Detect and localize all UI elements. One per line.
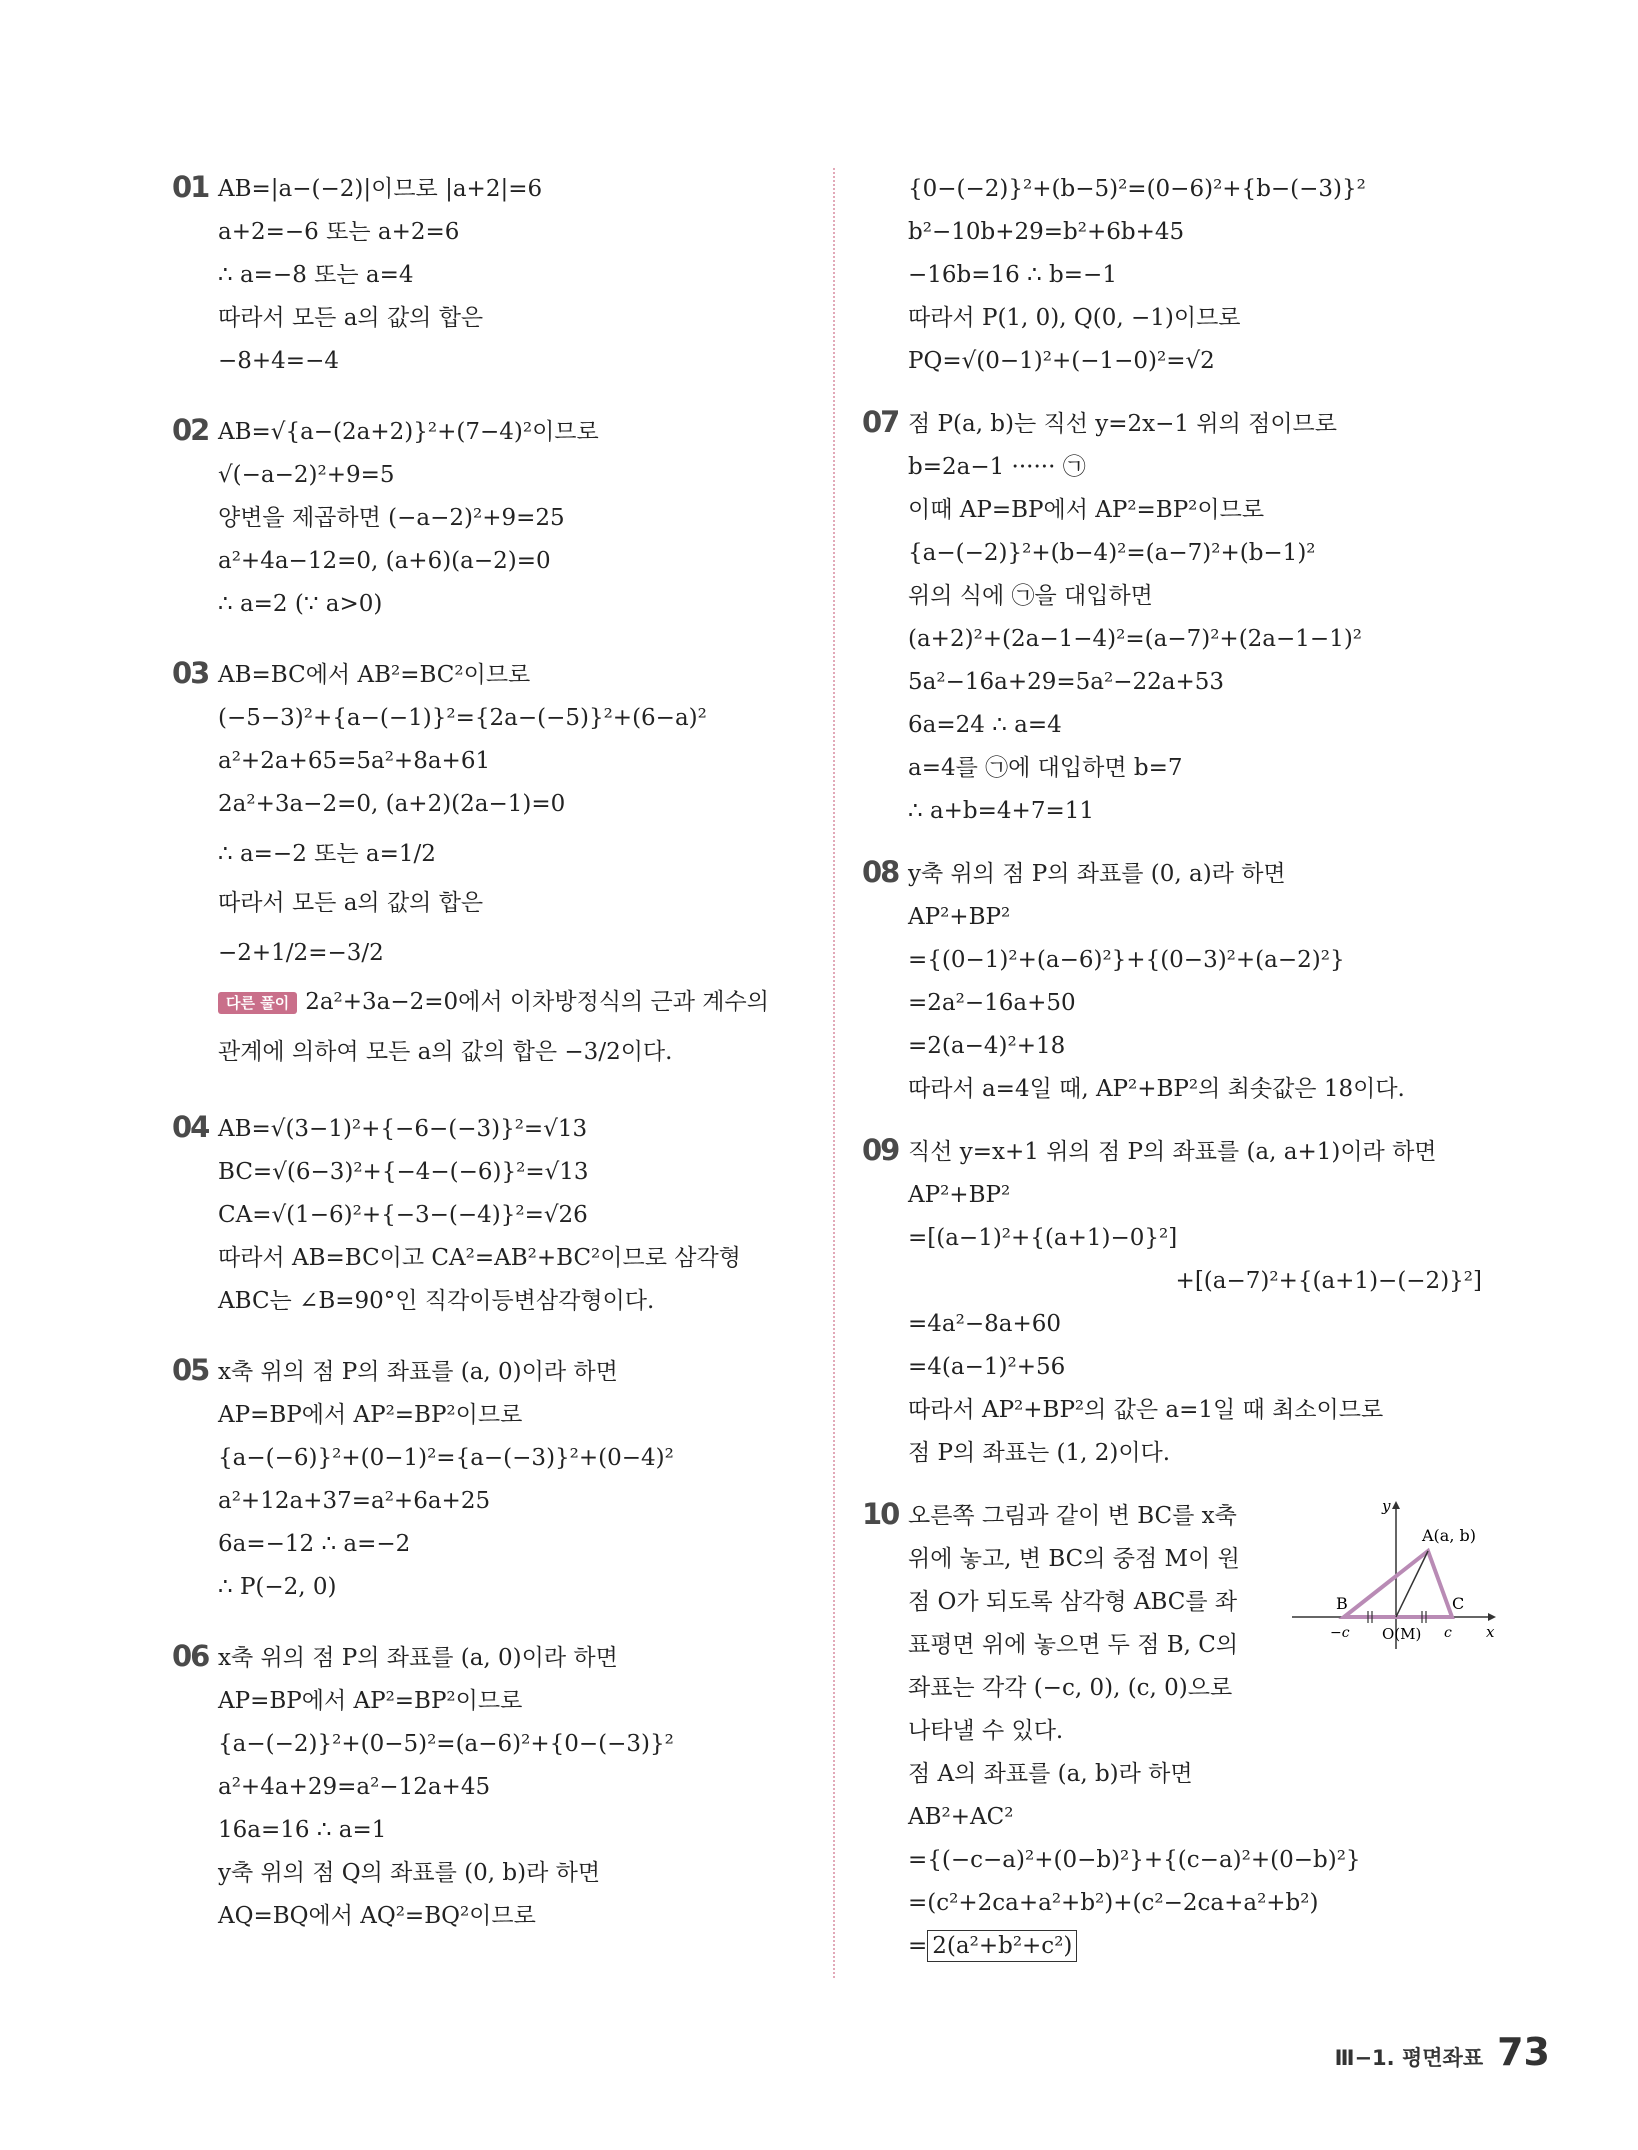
solution-line: a²+12a+37=a²+6a+25	[218, 1488, 491, 1514]
solution-line: ABC는 ∠B=90°인 직각이등변삼각형이다.	[218, 1288, 655, 1314]
solution-line: 2a²+3a−2=0, (a+2)(2a−1)=0	[218, 791, 566, 817]
solution-line: 직선 y=x+1 위의 점 P의 좌표를 (a, a+1)이라 하면	[908, 1139, 1437, 1165]
problem-01	[172, 168, 812, 383]
solution-line: 위의 식에 ㉠을 대입하면	[908, 583, 1153, 609]
problem-09	[862, 1131, 1502, 1475]
solution-line: 따라서 a=4일 때, AP²+BP²의 최솟값은 18이다.	[908, 1076, 1405, 1102]
solution-line: 이때 AP=BP에서 AP²=BP²이므로	[908, 497, 1265, 523]
problem-number: 09	[862, 1133, 899, 1167]
solution-line: ∴ a+b=4+7=11	[908, 798, 1094, 824]
problem-number: 10	[862, 1497, 899, 1531]
solution-line: =4a²−8a+60	[908, 1311, 1061, 1337]
solution-line: 점 P(a, b)는 직선 y=2x−1 위의 점이므로	[908, 411, 1337, 437]
problem-number: 05	[172, 1353, 209, 1387]
triangle-figure	[1292, 1489, 1502, 1659]
problem-06	[172, 1637, 812, 1938]
page-number: 73	[1497, 2030, 1550, 2074]
problem-number: 02	[172, 413, 209, 447]
solution-line: (−5−3)²+{a−(−1)}²={2a−(−5)}²+(6−a)²	[218, 705, 707, 731]
solution-line: ∴ a=−8 또는 a=4	[218, 262, 414, 288]
solution-line: 6a=24 ∴ a=4	[908, 712, 1062, 738]
solution-line: −16b=16 ∴ b=−1	[908, 262, 1117, 288]
alt-solution-line	[218, 981, 812, 1024]
equals-sign: =	[908, 1933, 928, 1959]
solution-line: ={(0−1)²+(a−6)²}+{(0−3)²+(a−2)²}	[908, 947, 1345, 973]
solution-line: ∴ P(−2, 0)	[218, 1574, 337, 1600]
solution-line: ={(−c−a)²+(0−b)²}+{(c−a)²+(0−b)²}	[908, 1847, 1361, 1873]
solution-line: {a−(−6)}²+(0−1)²={a−(−3)}²+(0−4)²	[218, 1445, 674, 1471]
problem-07	[862, 403, 1502, 833]
solution-line: =4(a−1)²+56	[908, 1354, 1066, 1380]
problem-number: 06	[172, 1639, 209, 1673]
alt-solution-line: 관계에 의하여 모든 a의 값의 합은 −3/2이다.	[218, 1039, 673, 1065]
problem-03	[172, 654, 812, 1080]
solution-line: AB²+AC²	[908, 1804, 1014, 1830]
label-c: C	[1452, 1594, 1465, 1613]
solution-line: 점 A의 좌표를 (a, b)라 하면	[908, 1761, 1193, 1787]
label-origin: O(M)	[1382, 1625, 1422, 1643]
solution-line: y축 위의 점 Q의 좌표를 (0, b)라 하면	[218, 1860, 601, 1886]
solution-line: 따라서 P(1, 0), Q(0, −1)이므로	[908, 305, 1241, 331]
solution-line: PQ=√(0−1)²+(−1−0)²=√2	[908, 348, 1215, 374]
solution-line: a+2=−6 또는 a+2=6	[218, 219, 460, 245]
final-answer-line	[908, 1925, 1502, 1968]
right-column	[862, 168, 1502, 1968]
solution-line: a²+4a+29=a²−12a+45	[218, 1774, 491, 1800]
solution-line: =2a²−16a+50	[908, 990, 1076, 1016]
solution-line: a²+2a+65=5a²+8a+61	[218, 748, 491, 774]
problem-number: 01	[172, 170, 209, 204]
solution-line: {0−(−2)}²+(b−5)²=(0−6)²+{b−(−3)}²	[908, 176, 1366, 202]
solution-line: (a+2)²+(2a−1−4)²=(a−7)²+(2a−1−1)²	[908, 626, 1363, 652]
solution-line: AB=BC에서 AB²=BC²이므로	[218, 662, 531, 688]
problem-06-continued	[862, 168, 1502, 383]
solution-line: √(−a−2)²+9=5	[218, 462, 395, 488]
problem-04	[172, 1108, 812, 1323]
solution-line: =[(a−1)²+{(a+1)−0}²]	[908, 1225, 1178, 1251]
solution-line: ∴ a=−2 또는 a=1/2	[218, 841, 436, 867]
solution-line: 따라서 AP²+BP²의 값은 a=1일 때 최소이므로	[908, 1397, 1384, 1423]
label-neg-c: −c	[1330, 1625, 1350, 1641]
solution-line: AP=BP에서 AP²=BP²이므로	[218, 1688, 523, 1714]
label-x: x	[1486, 1623, 1495, 1641]
boxed-answer: 2(a²+b²+c²)	[927, 1930, 1077, 1962]
solution-line: 따라서 모든 a의 값의 합은	[218, 305, 484, 331]
solution-line: 나타낼 수 있다.	[908, 1718, 1064, 1744]
solution-line: 6a=−12 ∴ a=−2	[218, 1531, 411, 1557]
chapter-label: Ⅲ−1. 평면좌표	[1334, 2046, 1484, 2070]
solution-line: BC=√(6−3)²+{−4−(−6)}²=√13	[218, 1159, 589, 1185]
solution-line: 따라서 AB=BC이고 CA²=AB²+BC²이므로 삼각형	[218, 1245, 741, 1271]
solution-line: =(c²+2ca+a²+b²)+(c²−2ca+a²+b²)	[908, 1890, 1319, 1916]
solution-line: AP²+BP²	[908, 904, 1011, 930]
page-footer	[1335, 2030, 1550, 2074]
solution-line: 좌표는 각각 (−c, 0), (c, 0)으로	[908, 1675, 1233, 1701]
solution-line: 위에 놓고, 변 BC의 중점 M이 원	[908, 1546, 1240, 1572]
solution-line: −8+4=−4	[218, 348, 339, 374]
problem-number: 03	[172, 656, 209, 690]
alt-solution-text: 2a²+3a−2=0에서 이차방정식의 근과 계수의	[305, 989, 769, 1015]
triangle-abc	[1344, 1551, 1452, 1617]
solution-line: CA=√(1−6)²+{−3−(−4)}²=√26	[218, 1202, 588, 1228]
solution-line: AB=√(3−1)²+{−6−(−3)}²=√13	[218, 1116, 588, 1142]
label-a: A(a, b)	[1422, 1526, 1476, 1545]
solution-line: x축 위의 점 P의 좌표를 (a, 0)이라 하면	[218, 1359, 618, 1385]
solution-line: a²+4a−12=0, (a+6)(a−2)=0	[218, 548, 551, 574]
solution-line: =2(a−4)²+18	[908, 1033, 1066, 1059]
y-axis-arrow	[1392, 1501, 1400, 1509]
solution-line: ∴ a=2 (∵ a>0)	[218, 591, 383, 617]
problem-05	[172, 1351, 812, 1609]
solution-line: AB=√{a−(2a+2)}²+(7−4)²이므로	[218, 419, 599, 445]
alt-solution-badge: 다른 풀이	[218, 992, 297, 1014]
problem-number: 08	[862, 855, 899, 889]
label-c-pos: c	[1444, 1625, 1452, 1641]
median-am	[1396, 1551, 1428, 1617]
problem-08	[862, 853, 1502, 1111]
solution-line: b=2a−1 ······ ㉠	[908, 454, 1086, 480]
solution-line: 표평면 위에 놓으면 두 점 B, C의	[908, 1632, 1239, 1658]
label-b: B	[1336, 1594, 1348, 1613]
solution-line: −2+1/2=−3/2	[218, 940, 384, 966]
left-column	[172, 168, 812, 1938]
solution-line: {a−(−2)}²+(0−5)²=(a−6)²+{0−(−3)}²	[218, 1731, 674, 1757]
problem-number: 07	[862, 405, 899, 439]
solution-line: 양변을 제곱하면 (−a−2)²+9=25	[218, 505, 565, 531]
problem-02	[172, 411, 812, 626]
column-divider	[833, 168, 835, 1978]
solution-line: a=4를 ㉠에 대입하면 b=7	[908, 755, 1183, 781]
solution-line: 오른쪽 그림과 같이 변 BC를 x축	[908, 1503, 1237, 1529]
solution-line: y축 위의 점 P의 좌표를 (0, a)라 하면	[908, 861, 1286, 887]
solution-line: AP²+BP²	[908, 1182, 1011, 1208]
solution-line: +[(a−7)²+{(a+1)−(−2)}²]	[1175, 1268, 1482, 1294]
solution-line: 16a=16 ∴ a=1	[218, 1817, 387, 1843]
solution-line: 5a²−16a+29=5a²−22a+53	[908, 669, 1224, 695]
problem-10	[862, 1495, 1502, 1968]
solution-line: AP=BP에서 AP²=BP²이므로	[218, 1402, 523, 1428]
solution-line: 점 O가 되도록 삼각형 ABC를 좌	[908, 1589, 1238, 1615]
solution-line: x축 위의 점 P의 좌표를 (a, 0)이라 하면	[218, 1645, 618, 1671]
x-axis-arrow	[1488, 1613, 1496, 1621]
solution-line: {a−(−2)}²+(b−4)²=(a−7)²+(b−1)²	[908, 540, 1316, 566]
solution-line: 따라서 모든 a의 값의 합은	[218, 890, 484, 916]
solution-line: 점 P의 좌표는 (1, 2)이다.	[908, 1440, 1171, 1466]
solution-line: b²−10b+29=b²+6b+45	[908, 219, 1185, 245]
problem-number: 04	[172, 1110, 209, 1144]
solution-line: AQ=BQ에서 AQ²=BQ²이므로	[218, 1903, 536, 1929]
label-y: y	[1382, 1497, 1391, 1515]
solution-line: AB=|a−(−2)|이므로 |a+2|=6	[218, 176, 543, 202]
